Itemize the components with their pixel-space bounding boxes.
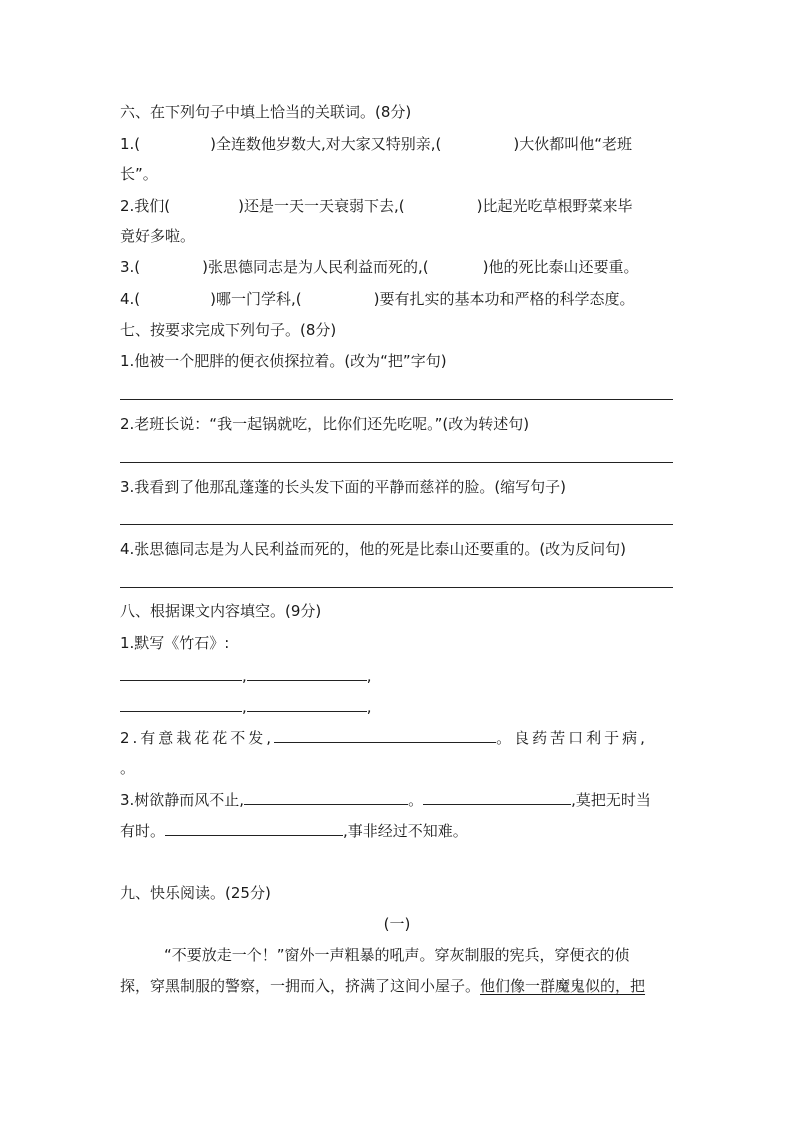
s8-q2-b: 。良药苦口利于病,: [496, 729, 648, 747]
s7-answer-line-2[interactable]: [120, 462, 673, 463]
s8-q2-line2: 。: [120, 759, 136, 777]
s8-blank-1[interactable]: [120, 665, 242, 681]
s8-blank-8[interactable]: [165, 820, 343, 836]
s6-q1-num: 1.(: [120, 135, 141, 153]
s6-q3-b: )他的死比泰山还要重。: [482, 258, 639, 276]
reading-part-label: (一): [383, 915, 411, 933]
reading-text-underlined: 他们像一群魔鬼似的，把: [480, 977, 646, 995]
s8-blank-2[interactable]: [247, 665, 367, 681]
s7-item-4: 4.张思德同志是为人民利益而死的，他的死是比泰山还要重的。(改为反问句): [120, 540, 627, 558]
s6-q1-line1: [120, 134, 632, 154]
s8-q3-line2: [120, 820, 468, 841]
s8-q1-row1: [120, 665, 372, 686]
s8-q3-line1: [120, 789, 651, 810]
s6-q4-a: )哪一门学科,(: [210, 290, 302, 308]
s8-q3-d: 有时。: [120, 822, 166, 840]
reading-paragraph-line-2: [120, 976, 645, 996]
s6-q3-a: )张思德同志是为人民利益而死的,(: [202, 258, 429, 276]
s7-item-2: 2.老班长说：“我一起锅就吃，比你们还先吃呢。”(改为转述句): [120, 415, 530, 433]
section-8-title: 八、根据课文内容填空。(9分): [120, 602, 322, 620]
s6-q2-line2: 竟好多啦。: [120, 227, 196, 245]
s6-q1-line2: 长”。: [120, 165, 158, 183]
s8-q2-line1: [120, 727, 648, 748]
s8-q2-a: 2.有意栽花花不发,: [120, 729, 275, 747]
section-9-title: 九、快乐阅读。(25分): [120, 884, 271, 902]
s7-answer-line-4[interactable]: [120, 587, 673, 588]
s7-item-1: 1.他被一个肥胖的便衣侦探拉着。(改为“把”字句): [120, 352, 447, 370]
s6-q1-b: )大伙都叫他“老班: [513, 135, 633, 153]
s6-q4-num: 4.(: [120, 290, 141, 308]
s6-q2-line1: [120, 196, 633, 216]
s8-comma: ,: [366, 698, 372, 716]
s8-comma: ,: [366, 667, 372, 685]
s8-q3-b: 。: [408, 791, 424, 809]
s8-comma: ,: [242, 698, 247, 716]
s8-blank-6[interactable]: [244, 789, 408, 805]
s8-q1: 1.默写《竹石》:: [120, 634, 230, 652]
s6-q2-num: 2.我们(: [120, 197, 171, 215]
s6-q3: [120, 257, 639, 277]
reading-paragraph-line-1: “不要放走一个！”窗外一声粗暴的吼声。穿灰制服的宪兵，穿便衣的侦: [164, 946, 630, 964]
s8-comma: ,: [242, 667, 247, 685]
section-6-title: 六、在下列句子中填上恰当的关联词。(8分): [120, 103, 412, 121]
s6-q4-b: )要有扎实的基本功和严格的科学态度。: [373, 290, 635, 308]
s8-blank-3[interactable]: [120, 696, 242, 712]
s8-blank-5[interactable]: [274, 727, 496, 743]
s7-item-3: 3.我看到了他那乱蓬蓬的长头发下面的平静而慈祥的脸。(缩写句子): [120, 478, 567, 496]
section-7-title: 七、按要求完成下列句子。(8分): [120, 321, 337, 339]
s8-q1-row2: [120, 696, 372, 717]
s6-q1-a: )全连数他岁数大,对大家又特别亲,(: [210, 135, 442, 153]
s7-answer-line-3[interactable]: [120, 524, 673, 525]
s6-q4: [120, 289, 635, 309]
s8-blank-7[interactable]: [423, 789, 571, 805]
s8-blank-4[interactable]: [247, 696, 367, 712]
s6-q3-num: 3.(: [120, 258, 141, 276]
s6-q2-a: )还是一天一天衰弱下去,(: [238, 197, 405, 215]
s8-q3-a: 3.树欲静而风不止,: [120, 791, 245, 809]
s8-q3-e: ,事非经过不知难。: [343, 822, 468, 840]
reading-text-plain: 探，穿黑制服的警察，一拥而入，挤满了这间小屋子。: [120, 977, 481, 995]
s8-q3-c: ,莫把无时当: [571, 791, 651, 809]
s7-answer-line-1[interactable]: [120, 399, 673, 400]
s6-q2-b: )比起光吃草根野菜来毕: [476, 197, 633, 215]
